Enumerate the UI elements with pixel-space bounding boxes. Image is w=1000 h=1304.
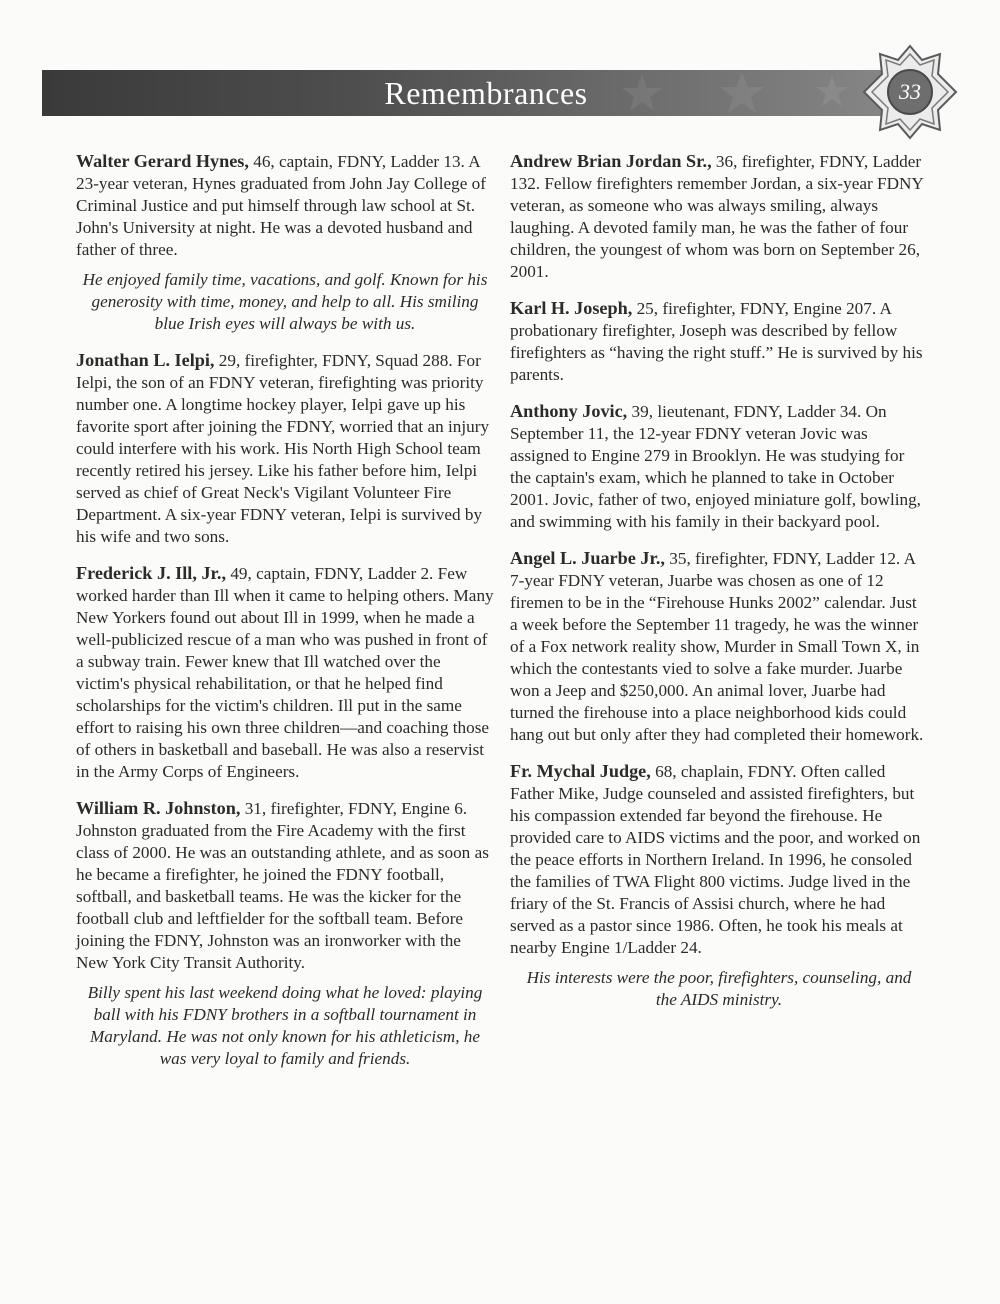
entry-name: William R. Johnston, — [76, 798, 241, 818]
entry-andrew-jordan — [510, 150, 928, 283]
entry-text: 31, firefighter, FDNY, Engine 6. Johnston graduated from the Fire Academy with the first class of 2000. He was an outstanding athlete, and as soon as he became a firefighter, he joined the FDNY football, softball, and basketball teams. He was the kicker for the football club and leftfielder for the softball team. Before joining the FDNY, Johnston was an ironworker with the New York City Transit Authority. — [76, 799, 489, 972]
page-section-title: Remembrances — [384, 75, 588, 111]
entry-quote: He enjoyed family time, vacations, and golf. Known for his generosity with time, money, and help to all. His smiling blue Irish eyes will always be with us. — [82, 270, 488, 333]
entry-angel-juarbe — [510, 547, 928, 746]
entry-quote: His interests were the poor, firefighters, counseling, and the AIDS ministry. — [526, 968, 912, 1009]
entry-mychal-judge — [510, 760, 928, 959]
entry-walter-hynes — [76, 150, 494, 261]
left-column — [76, 150, 494, 1084]
entry-text: 46, captain, FDNY, Ladder 13. A 23-year veteran, Hynes graduated from John Jay College of Criminal Justice and put himself through law school at St. John's University at night. He was a devoted husband and father of three. — [76, 152, 486, 259]
entry-text: 25, firefighter, FDNY, Engine 207. A probationary firefighter, Joseph was described by fellow firefighters as “having the right stuff.” He is survived by his parents. — [510, 299, 923, 384]
entry-name: Walter Gerard Hynes, — [76, 151, 249, 171]
page-number: 33 — [899, 79, 921, 104]
entry-text: 39, lieutenant, FDNY, Ladder 34. On September 11, the 12-year FDNY veteran Jovic was assigned to Engine 279 in Brooklyn. He was studying for the captain's exam, which he planned to take in October 2001. Jovic, father of two, enjoyed miniature golf, bowling, and swimming with his family in their backyard pool. — [510, 402, 921, 531]
entry-text: 29, firefighter, FDNY, Squad 288. For Ielpi, the son of an FDNY veteran, firefighting was priority number one. A longtime hockey player, Ielpi gave up his favorite sport after joining the FDNY, worried that an injury could interfere with his work. His North High School team recently retired his jersey. Like his father before him, Ielpi served as chief of Great Neck's Vigilant Volunteer Fire Department. A six-year FDNY veteran, Ielpi is survived by his wife and two sons. — [76, 351, 490, 546]
entry-name: Anthony Jovic, — [510, 401, 628, 421]
entry-quote: Billy spent his last weekend doing what he loved: playing ball with his FDNY brothers in a softball tournament in Maryland. He was not only known for his athleticism, he was very loyal to family and friends. — [87, 983, 483, 1068]
entry-name: Jonathan L. Ielpi, — [76, 350, 215, 370]
entry-frederick-ill — [76, 562, 494, 783]
entry-name: Andrew Brian Jordan Sr., — [510, 151, 712, 171]
header-banner — [42, 70, 930, 116]
entry-william-johnston — [76, 797, 494, 974]
entry-karl-joseph — [510, 297, 928, 386]
entry-name: Fr. Mychal Judge, — [510, 761, 651, 781]
entry-text: 68, chaplain, FDNY. Often called Father Mike, Judge counseled and assisted firefighters, but his compassion extended far beyond the firehouse. He provided care to AIDS victims and the poor, and worked on the peace efforts in Northern Ireland. In 1996, he consoled the families of TWA Flight 800 victims. Judge lived in the friary of the St. Francis of Assisi church, where he had served as a pastor since 1986. Often, he took his meals at nearby Engine 1/Ladder 24. — [510, 762, 921, 957]
entry-anthony-jovic — [510, 400, 928, 533]
right-column — [510, 150, 928, 1025]
entry-name: Karl H. Joseph, — [510, 298, 633, 318]
entry-name: Frederick J. Ill, Jr., — [76, 563, 227, 583]
entry-text: 36, firefighter, FDNY, Ladder 132. Fellow firefighters remember Jordan, a six-year FDNY veteran, as someone who was always smiling, always laughing. A devoted family man, he was the father of four children, the youngest of whom was born on September 26, 2001. — [510, 152, 924, 281]
entry-text: 35, firefighter, FDNY, Ladder 12. A 7-year FDNY veteran, Juarbe was chosen as one of 12 firemen to be in the “Firehouse Hunks 2002” calendar. Just a week before the September 11 tragedy, he was the winner of a Fox network reality show, Murder in Small Town X, in which the contestants vied to solve a fake murder. Juarbe won a Jeep and $250,000. An animal lover, Juarbe had turned the firehouse into a place neighborhood kids could hang out but only after they had completed their homework. — [510, 549, 924, 744]
entry-name: Angel L. Juarbe Jr., — [510, 548, 665, 568]
entry-jonathan-ielpi — [76, 349, 494, 548]
entry-text: 49, captain, FDNY, Ladder 2. Few worked harder than Ill when it came to helping others. Many New Yorkers found out about Ill in 1999, when he made a well-publicized rescue of a man who was pushed in front of a subway train. Fewer knew that Ill watched over the victim's physical rehabilitation, or that he helped find scholarships for the victim's children. Ill put in the same effort to raising his own three children—and coaching those of others in basketball and baseball. He was also a reservist in the Army Corps of Engineers. — [76, 564, 494, 781]
